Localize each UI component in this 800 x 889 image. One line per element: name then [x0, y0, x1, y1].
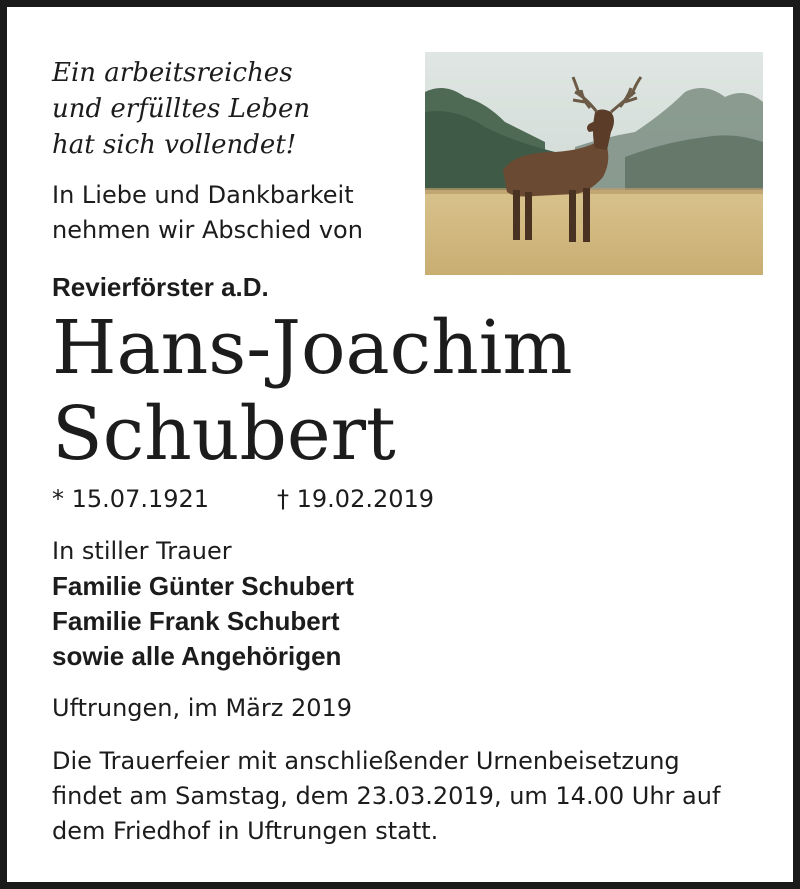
deceased-last-name: Schubert [52, 391, 396, 477]
place-date: Uftrungen, im März 2019 [52, 694, 353, 722]
deer-photo [425, 52, 763, 275]
funeral-line-2: findet am Samstag, dem 23.03.2019, um 14.00 Uhr auf [52, 782, 721, 810]
mourner-line-2: Familie Frank Schubert [52, 606, 340, 636]
birth-date: * 15.07.1921 [52, 485, 210, 513]
mourner-line-3: sowie alle Angehörigen [52, 641, 342, 671]
death-date: † 19.02.2019 [277, 485, 435, 513]
intro-line-1: In Liebe und Dankbarkeit [52, 181, 354, 209]
deer-photo-image [425, 52, 763, 275]
funeral-line-1: Die Trauerfeier mit anschließender Urnenbeisetzung [52, 747, 680, 775]
deceased-title: Revierförster a.D. [52, 272, 269, 302]
motto-line-2: und erfülltes Leben [52, 94, 311, 124]
deceased-first-name: Hans-Joachim [52, 305, 573, 391]
funeral-line-3: dem Friedhof in Uftrungen statt. [52, 817, 439, 845]
motto-line-1: Ein arbeitsreiches [52, 58, 293, 88]
intro-line-2: nehmen wir Abschied von [52, 216, 363, 244]
motto-line-3: hat sich vollendet! [52, 130, 297, 160]
mourning-intro: In stiller Trauer [52, 537, 232, 565]
mourner-line-1: Familie Günter Schubert [52, 571, 354, 601]
